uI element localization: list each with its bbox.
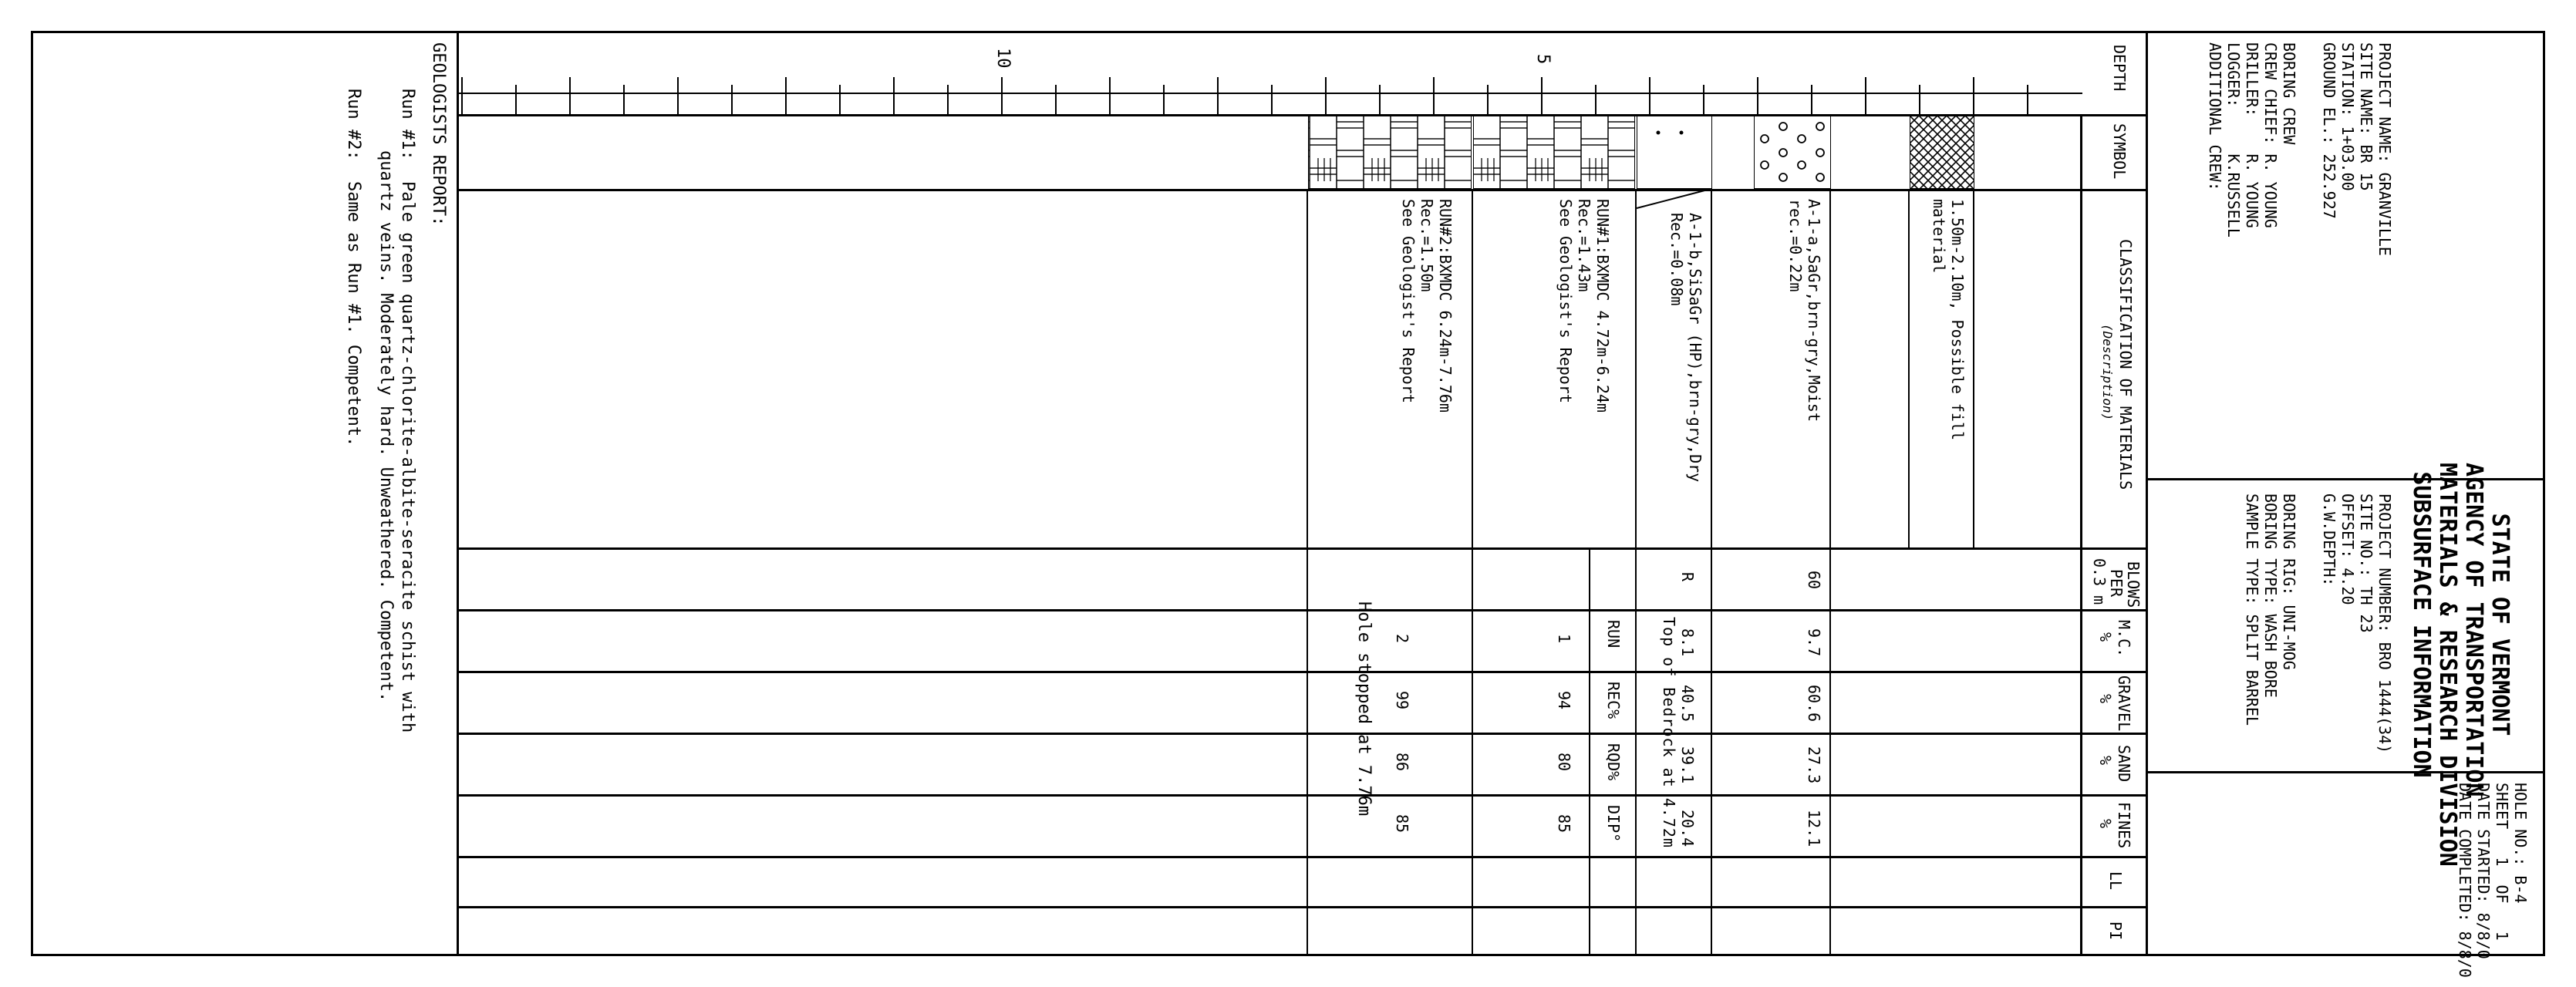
depth-tick [1379,85,1381,114]
depth-label-10: 10 [993,48,1013,69]
layer2-sand: 27.3 [1805,746,1823,784]
gw-depth: G.W.DEPTH: [2320,494,2338,587]
col-line-ll [459,906,2148,908]
depth-tick [569,77,571,114]
col-header-symbol: SYMBOL [2110,123,2129,180]
col-header-ll: LL [2106,871,2125,891]
rock-header-dip: DIP° [1604,805,1623,843]
ground-elevation: GROUND EL.: 252.927 [2320,42,2338,219]
date-completed: DATE COMPLETED: 8/8/0 [2456,783,2474,978]
col-header-fines-2: % [2096,819,2115,829]
station: STATION: 1+03.00 [2338,42,2357,191]
rock-header-rqd: RQD% [1604,743,1623,781]
site-name: SITE NAME: BR 15 [2357,42,2375,191]
layer3-desc-2: Rec.=0.08m [1667,213,1686,306]
circles-symbol [1754,116,1831,189]
layer3-blows: R [1678,572,1697,582]
additional-crew: ADDITIONAL CREW: [2206,42,2224,191]
title-line-1: STATE OF VERMONT [2487,513,2514,736]
col-header-mc-1: M.C. [2115,620,2133,658]
layer4-dip: 85 [1555,814,1573,834]
logger: LOGGER: K.RUSSELL [2224,42,2243,237]
depth-tick [1163,85,1165,114]
title-line-3: MATERIALS & RESEARCH DIVISION [2434,463,2461,867]
depth-tick [947,85,949,114]
depth-tick [1271,85,1273,114]
layer2-fines: 12.1 [1805,810,1823,847]
col-header-sand-1: SAND [2115,745,2133,783]
depth-tick [1001,77,1003,114]
layer1-desc-1: 1.50m-2.10m, Possible fill [1948,199,1967,441]
layer5-run: 2 [1393,634,1411,644]
layer5-rec: 99 [1393,691,1411,710]
layer4-run: 1 [1555,634,1573,644]
col-header-gravel-1: GRAVEL [2115,675,2133,732]
crosshatch-symbol [1910,116,1974,189]
sheet-number: SHEET 1 OF 1 [2493,783,2511,941]
run1-label: Run #1: [398,89,417,160]
col-header-classification: CLASSIFICATION OF MATERIALS [2116,239,2135,490]
depth-tick [893,77,895,114]
layer2-gravel: 60.6 [1805,685,1823,723]
depth-tick [731,85,733,114]
offset: OFFSET: 4.20 [2338,494,2357,605]
layer3-fines: 20.4 [1678,810,1697,847]
layer2-desc-2: rec.=0.22m [1786,199,1805,292]
depth-tick [1055,85,1057,114]
col-line-symbol [459,189,2148,191]
col-header-blows-3: 0.3 m [2090,558,2109,605]
col-header-pi: PI [2106,921,2125,941]
depth-tick [1973,77,1974,114]
frame-right [31,954,2545,956]
layer1-bottom [1908,189,1910,547]
col-header-blows-1: BLOWS [2124,561,2143,608]
frame-left [31,31,2545,33]
date-started: DATE STARTED: 8/8/0 [2474,783,2493,959]
boring-type: BORING TYPE: WASH BORE [2261,494,2280,698]
depth-tick [1325,77,1327,114]
boring-crew-title: BORING CREW [2280,42,2298,145]
layer5-dip: 85 [1393,814,1411,834]
layer3-mc: 8.1 [1678,628,1697,657]
col-header-sand-2: % [2096,756,2115,766]
project-number: PROJECT NUMBER: BRO 1444(34) [2375,494,2394,754]
rock-symbol-run2 [1308,116,1472,189]
geologist-report-title: GEOLOGISTS REPORT: [429,42,448,227]
col-line-class [459,547,2148,550]
hole-stopped-note: Hole stopped at 7.76m [1354,601,1374,817]
layer5-desc-3: See Geologist's Report [1399,199,1418,403]
depth-tick [785,77,787,114]
layer5-desc-1: RUN#2:BXMDC 6.24m-7.76m [1436,199,1455,413]
col-header-gravel-2: % [2096,694,2115,704]
title-line-2: AGENCY OF TRANSPORTATION [2460,463,2487,797]
crew-chief: CREW CHIEF: R. YOUNG [2261,42,2280,228]
depth-tick [1811,85,1812,114]
col-line-mc [459,671,2148,673]
dots-symbol [1637,116,1712,189]
layer5-rqd: 86 [1393,753,1411,772]
rock-header-top [1635,547,1637,956]
divider-log [457,31,459,956]
run1-line-1: Pale green quartz-chlorite-albite-seracite schist with [398,181,417,733]
rock-header-run: RUN [1604,620,1623,648]
depth-tick [1649,77,1650,114]
depth-tick [461,77,463,114]
col-header-blows-2: PER [2107,569,2126,598]
run2-label: Run #2: [344,89,363,160]
boring-rig: BORING RIG: UNI-MOG [2280,494,2298,670]
rock-header-rec: REC% [1604,682,1623,719]
driller: DRILLER: R. YOUNG [2243,42,2261,228]
col-line-blows [459,609,2148,611]
layer2-top [1829,189,1831,956]
layer3-gravel: 40.5 [1678,685,1697,723]
run2-line: Same as Run #1. Competent. [344,181,363,447]
layer4-desc-3: See Geologist's Report [1556,199,1575,403]
layer5-bottom [1307,189,1308,956]
col-line-sand [459,794,2148,797]
project-name: PROJECT NAME: GRANVILLE [2375,42,2394,256]
depth-tick [1433,77,1435,114]
depth-tick [515,85,517,114]
col-header-fines-1: FINES [2115,802,2133,849]
frame-top [2543,31,2545,956]
rock-symbol-run1 [1473,116,1635,189]
layer4-desc-1: RUN#1:BXMDC 4.72m-6.24m [1593,199,1612,413]
col-header-depth: DEPTH [2110,45,2129,92]
layer4-rec: 94 [1555,691,1573,710]
layer2-desc-1: A-1-a,SaGr,brn-gry,Moist [1805,199,1823,422]
layer2-blows: 60 [1805,571,1823,590]
depth-tick [839,85,841,114]
depth-tick [1541,77,1543,114]
col-header-description: (Description) [2100,324,2115,421]
depth-tick [1109,77,1111,114]
col-line-fines [459,856,2148,858]
frame-bottom [31,31,33,956]
depth-tick [1703,85,1704,114]
layer3-sand: 39.1 [1678,746,1697,784]
depth-tick [1595,85,1597,114]
depth-tick [1919,85,1920,114]
title-line-4: SUBSURFACE INFORMATION [2408,471,2435,778]
layer4-rqd: 80 [1555,753,1573,772]
layer3-bottom [1635,189,1637,547]
depth-tick [1217,77,1219,114]
run1-line-2: quartz veins. Moderately hard. Unweathered. Competent. [376,150,396,702]
bedrock-note: Top of Bedrock at 4.72m [1660,617,1678,848]
col-line-gravel [459,733,2148,735]
depth-label-5: 5 [1533,54,1553,65]
col-header-mc-2: % [2096,632,2115,642]
depth-tick [2027,85,2028,114]
layer1-desc-2: material [1930,199,1948,274]
depth-tick [1487,85,1489,114]
layer4-desc-2: Rec.=1.43m [1575,199,1593,292]
hole-number: HOLE NO.: B-4 [2511,783,2530,904]
divider-header [2146,31,2148,956]
layer2-mc: 9.7 [1805,628,1823,657]
depth-tick [1757,77,1758,114]
log-header-line [2080,114,2082,956]
depth-tick [677,77,679,114]
layer4-bottom [1472,189,1473,956]
layer5-desc-2: Rec.=1.50m [1418,199,1436,292]
rock-header-bottom [1589,547,1590,956]
col-line-depth [459,114,2148,116]
site-number: SITE NO.: TH 23 [2357,494,2375,633]
sample-type: SAMPLE TYPE: SPLIT BARREL [2243,494,2261,726]
layer1-top [1973,189,1974,547]
depth-tick [623,85,625,114]
layer3-desc-1: A-1-b,SiSaGr (HP),brn-gry,Dry [1686,213,1704,483]
depth-tick [1865,77,1866,114]
